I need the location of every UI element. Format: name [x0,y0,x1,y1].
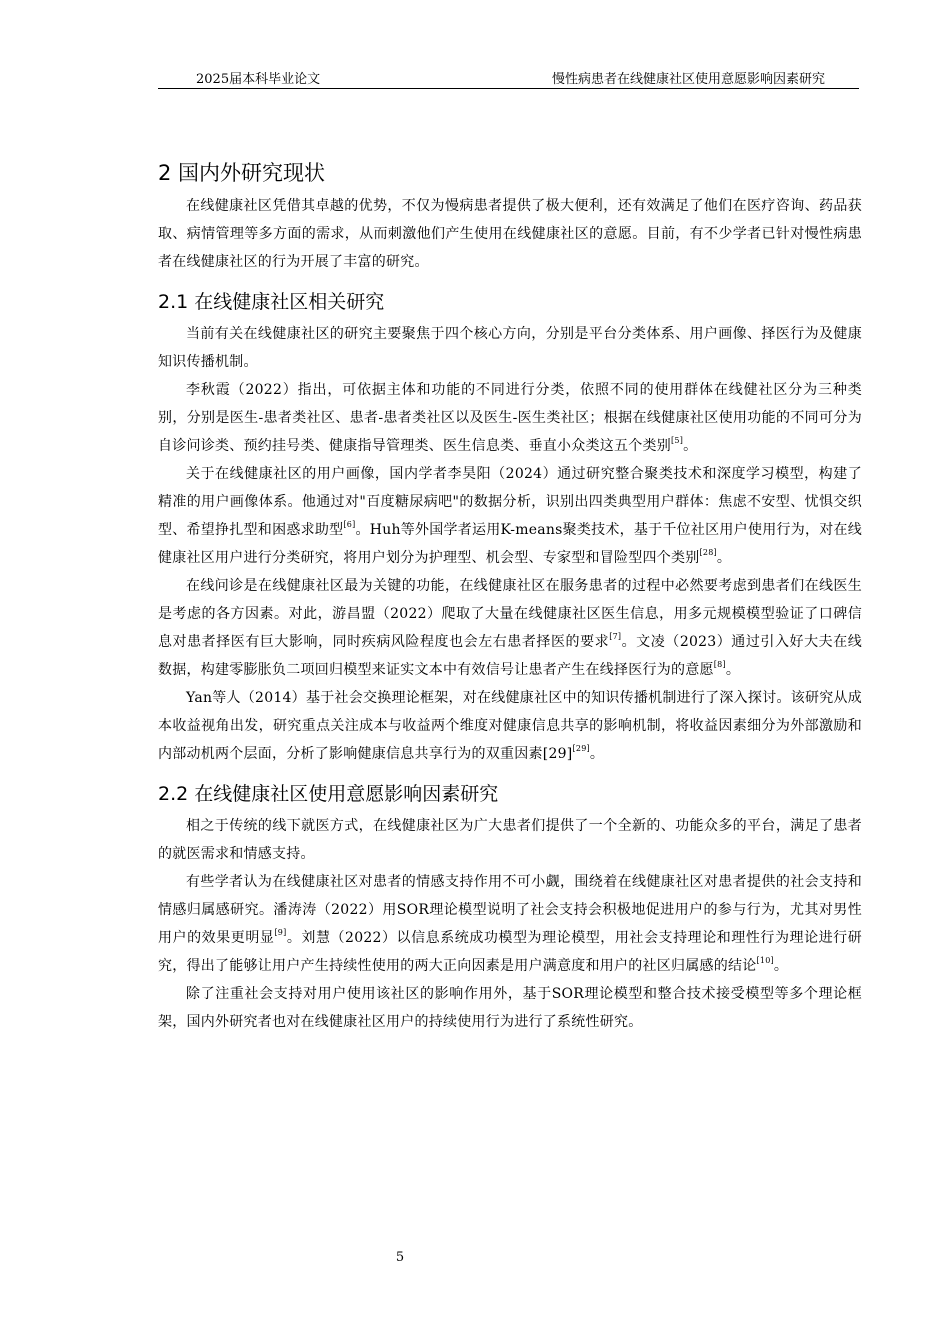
paragraph-text: 关于在线健康社区的用户画像，国内学者李昊阳（2024）通过研究整合聚类技术和深度学习模型，构建了精准的用户画像体系。他通过对"百度糖尿病吧"的数据分析，识别出四类典型用户群体：焦虑不安型、忧惧交织型、希望挣扎型和困惑求助型 [158,466,862,538]
paragraph-end: 。 [725,662,741,678]
citation-ref: [29] [572,744,590,753]
citation-ref: [28] [699,548,717,557]
header-right-text: 慢性病患者在线健康社区使用意愿影响因素研究 [551,72,825,87]
citation-ref: [8] [713,660,726,669]
subsection-title-2-1: 2.1 在线健康社区相关研究 [158,291,385,313]
paragraph-text: 。Huh等外国学者运用K-means聚类技术，基于千位社区用户使用行为，对在线健康社区用户进行分类研究，将用户划分为护理型、机会型、专家型和冒险型四个类别 [158,522,863,566]
paragraph-text: Yan等人（2014）基于社会交换理论框架，对在线健康社区中的知识传播机制进行了深入探讨。该研究从成本收益视角出发，研究重点关注成本与收益两个维度对健康信息共享的影响机制，将收益因素细分为外部激励和内部动机两个层面，分析了影响健康信息共享行为的双重因素[29] [158,690,862,762]
citation-ref: [10] [756,956,774,965]
page-number: 5 [395,1250,405,1265]
paragraph: 相之于传统的线下就医方式，在线健康社区为广大患者们提供了一个全新的、功能众多的平台，满足了患者的就医需求和情感支持。 [158,818,862,862]
paragraph-text: 有些学者认为在线健康社区对患者的情感支持作用不可小觑，围绕着在线健康社区对患者提供的社会支持和情感归属感研究。潘涛涛（2022）用SOR理论模型说明了社会支持会积极地促进用户的参与行为，尤其对男性用户的效果更明显 [158,874,862,946]
paragraph-text: 。刘慧（2022）以信息系统成功模型为理论模型，用社会支持理论和理性行为理论进行研究，得出了能够让用户产生持续性使用的两大正向因素是用户满意度和用户的社区归属感的结论 [158,930,862,974]
paragraph-text: 在线问诊是在线健康社区最为关键的功能，在线健康社区在服务患者的过程中必然要考虑到患者们在线医生是考虑的各方因素。对此，游昌盟（2022）爬取了大量在线健康社区医生信息，用多元规模模型验证了口碑信息对患者择医有巨大影响，同时疾病风险程度也会左右患者择医的要求 [158,578,862,650]
paragraph-end: 。 [773,958,789,974]
paragraph-end: 。 [683,438,698,454]
citation-ref: [6] [343,520,356,529]
paragraph [158,868,862,980]
citation-ref: [5] [671,436,684,445]
citation-ref: [9] [274,928,287,937]
paragraph-end: 。 [589,746,605,762]
section-title: 2 国内外研究现状 [158,161,326,185]
paragraph: 除了注重社会支持对用户使用该社区的影响作用外，基于SOR理论模型和整合技术接受模型等多个理论框架，国内外研究者也对在线健康社区用户的持续使用行为进行了系统性研究。 [158,986,862,1030]
section-intro-paragraph: 在线健康社区凭借其卓越的优势，不仅为慢病患者提供了极大便利，还有效满足了他们在医疗咨询、药品获取、病情管理等多方面的需求，从而刺激他们产生使用在线健康社区的意愿。目前，有不少学者已针对慢性病患者在线健康社区的行为开展了丰富的研究。 [158,198,862,270]
page-header [158,66,859,89]
main-content [158,156,862,1036]
paragraph: 当前有关在线健康社区的研究主要聚焦于四个核心方向，分别是平台分类体系、用户画像、择医行为及健康知识传播机制。 [158,326,862,370]
paragraph [158,376,862,460]
header-left-text: 2025届本科毕业论文 [196,72,321,87]
paragraph [158,572,862,684]
paragraph [158,460,862,572]
citation-ref: [7] [609,632,622,641]
paragraph [158,684,862,768]
subsection-title-2-2: 2.2 在线健康社区使用意愿影响因素研究 [158,783,499,805]
paragraph-text: 。文凌（2023）通过引入好大夫在线数据，构建零膨胀负二项回归模型来证实文本中有效信号让患者产生在线择医行为的意愿 [158,634,862,678]
paragraph-end: 。 [716,550,732,566]
paragraph-text: 李秋霞（2022）指出，可依据主体和功能的不同进行分类，依照不同的使用群体在线健社区分为三种类别，分别是医生-患者类社区、患者-患者类社区以及医生-医生类社区；根据在线健康社区使用功能的不同可分为自诊问诊类、预约挂号类、健康指导管理类、医生信息类、垂直小众类这五个类别 [158,382,862,454]
